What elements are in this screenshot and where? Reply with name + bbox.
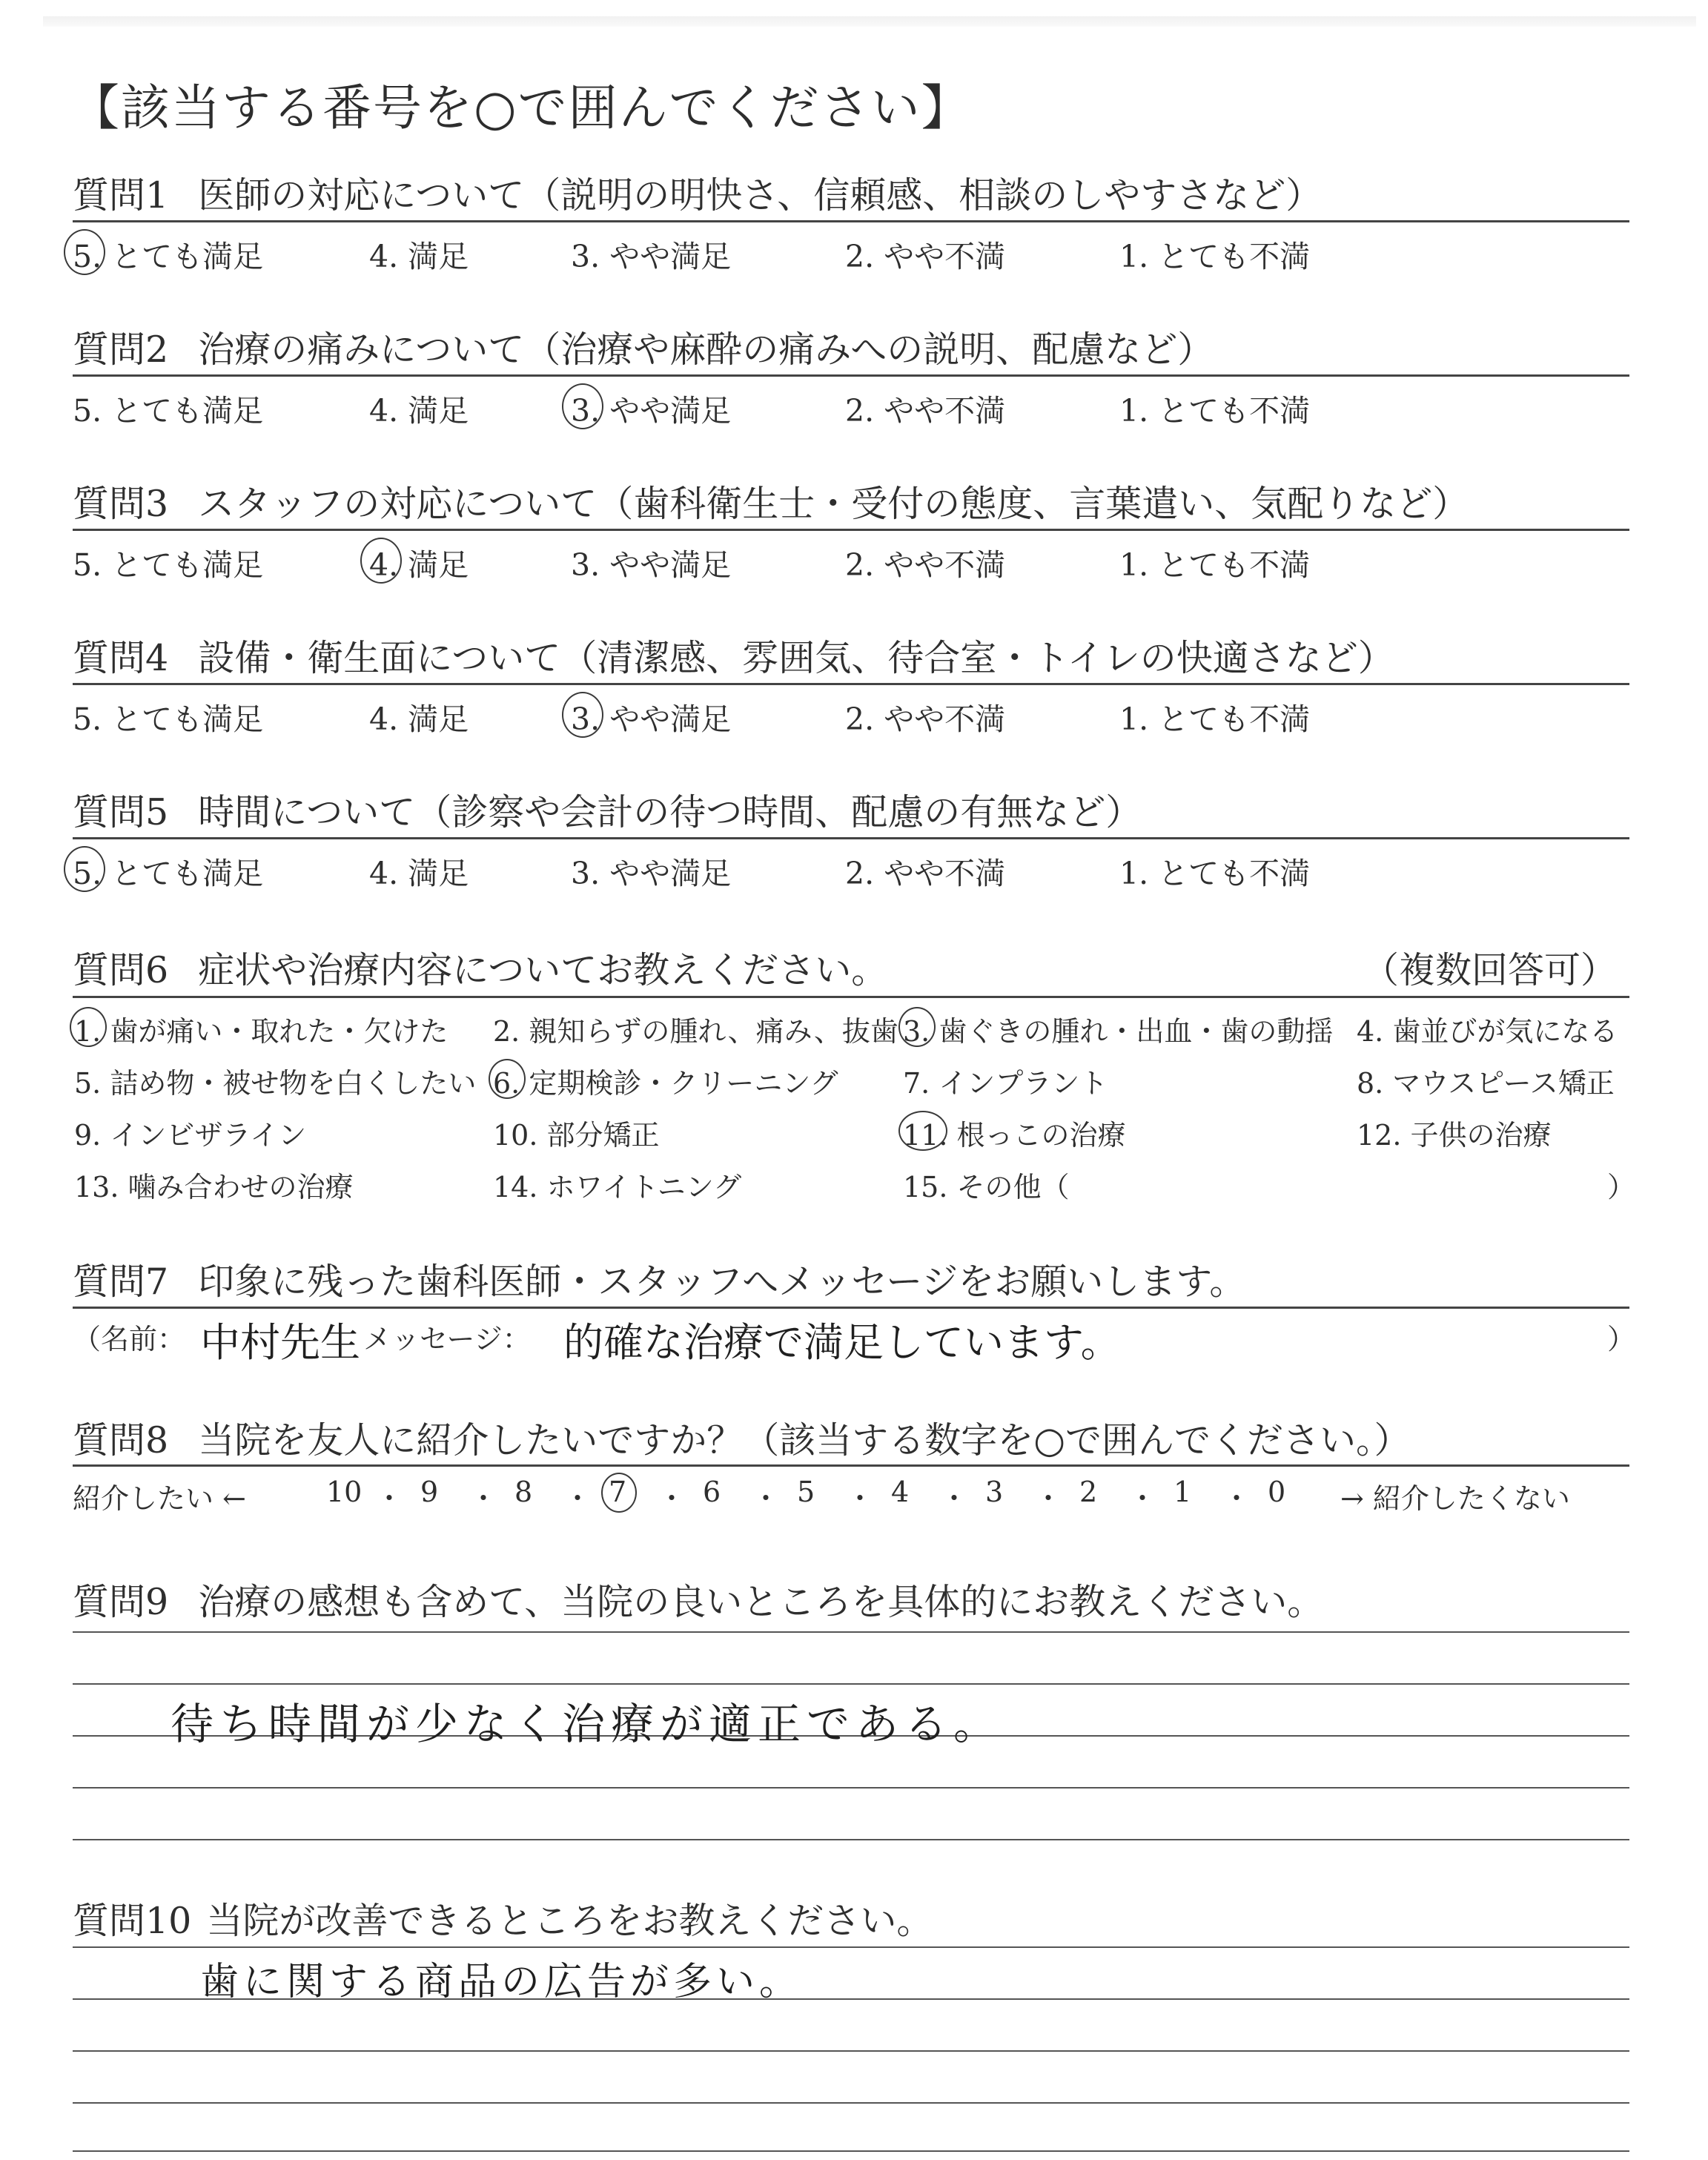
- q1-option-1[interactable]: 1. とても不満: [1119, 239, 1311, 274]
- q1-option-2[interactable]: 2. やや不満: [845, 239, 1006, 274]
- q1-rule: [73, 220, 1629, 222]
- q2-title: [73, 321, 1214, 373]
- q6-option-1[interactable]: 1. 歯が痛い・取れた・欠けた: [74, 1015, 448, 1048]
- q9-text: 治療の感想も含めて、当院の良いところを具体的にお教えください。: [198, 1581, 1324, 1623]
- q7-rule: [73, 1307, 1629, 1309]
- q8-rule: [73, 1464, 1629, 1467]
- q1-option-5[interactable]: 5. とても満足: [73, 239, 264, 274]
- q6-option-9[interactable]: 9. インビザライン: [74, 1119, 307, 1152]
- q7-message-label: メッセージ：: [363, 1323, 531, 1355]
- q9-number: 質問9: [73, 1581, 169, 1623]
- q6-selection-circle-3: [898, 1007, 936, 1047]
- q1-option-4[interactable]: 4. 満足: [369, 239, 469, 274]
- q1-title: [73, 167, 1322, 219]
- q6-option-10[interactable]: 10. 部分矯正: [493, 1119, 660, 1152]
- q6-option-3[interactable]: 3. 歯ぐきの腫れ・出血・歯の動揺: [903, 1015, 1334, 1048]
- q4-title: [73, 630, 1394, 681]
- q6-option-11[interactable]: 11. 根っこの治療: [903, 1119, 1126, 1152]
- q8-scale-0[interactable]: 0: [1268, 1476, 1286, 1508]
- q4-option-4[interactable]: 4. 満足: [369, 701, 469, 737]
- q6-selection-circle-6: [489, 1059, 526, 1099]
- q6-option-15[interactable]: 15. その他（: [903, 1171, 1070, 1203]
- q6-number: 質問6: [73, 949, 169, 991]
- q2-number: 質問2: [73, 328, 169, 371]
- q9-answer[interactable]: 待ち時間が少なく治療が適正である。: [171, 1699, 1003, 1749]
- q2-selection-circle: [562, 383, 603, 429]
- q8-scale-4[interactable]: 4: [891, 1476, 910, 1508]
- q8-title: [73, 1412, 1410, 1464]
- q6-option-12[interactable]: 12. 子供の治療: [1357, 1119, 1552, 1152]
- q1-number: 質問1: [73, 174, 169, 217]
- q10-line-3: [73, 2050, 1629, 2052]
- q10-line-1: [73, 1946, 1629, 1948]
- q6-option-6[interactable]: 6. 定期検診・クリーニング: [493, 1067, 838, 1100]
- q10-answer[interactable]: 歯に関する商品の広告が多い。: [200, 1960, 803, 2004]
- q8-scale-5[interactable]: 5: [797, 1476, 815, 1508]
- q9-line-5: [73, 1839, 1629, 1840]
- q6-text: 症状や治療内容についてお教えください。: [198, 949, 888, 991]
- q1-option-3[interactable]: 3. やや満足: [571, 239, 732, 274]
- q2-option-1[interactable]: 1. とても不満: [1119, 393, 1311, 429]
- q7-message-value[interactable]: 的確な治療で満足しています。: [563, 1319, 1121, 1366]
- q8-scale-6[interactable]: 6: [703, 1476, 721, 1508]
- q7-close-paren: ）: [1607, 1323, 1636, 1355]
- q9-line-2: [73, 1683, 1629, 1685]
- q2-option-5[interactable]: 5. とても満足: [73, 393, 264, 429]
- q8-scale-3[interactable]: 3: [985, 1476, 1004, 1508]
- q6-other-close: ）: [1607, 1171, 1636, 1203]
- q8-text: 当院を友人に紹介したいですか？（該当する数字を○で囲んでください。）: [198, 1419, 1411, 1462]
- q6-option-2[interactable]: 2. 親知らずの腫れ、痛み、抜歯: [493, 1015, 898, 1048]
- q8-right-label: → 紹介したくない: [1340, 1482, 1570, 1515]
- q6-option-4[interactable]: 4. 歯並びが気になる: [1357, 1015, 1618, 1048]
- q8-scale-separator: ・: [658, 1482, 686, 1515]
- q9-line-4: [73, 1787, 1629, 1789]
- q3-text: スタッフの対応について（歯科衛生士・受付の態度、言葉遣い、気配りなど）: [198, 483, 1469, 525]
- q3-number: 質問3: [73, 483, 169, 525]
- q8-scale-separator: ・: [1034, 1482, 1063, 1515]
- q9-line-1: [73, 1631, 1629, 1633]
- q10-title: [73, 1892, 933, 1944]
- q8-scale-separator: ・: [1128, 1482, 1157, 1515]
- q2-option-2[interactable]: 2. やや不満: [845, 393, 1006, 429]
- q5-title: [73, 784, 1142, 836]
- q10-number: 質問10: [73, 1900, 192, 1942]
- q7-title: [73, 1253, 1245, 1305]
- q5-text: 時間について（診察や会計の待つ時間、配慮の有無など）: [198, 791, 1142, 833]
- q2-option-3[interactable]: 3. やや満足: [571, 393, 732, 429]
- q8-scale-separator: ・: [846, 1482, 875, 1515]
- q3-option-1[interactable]: 1. とても不満: [1119, 547, 1311, 583]
- q6-option-7[interactable]: 7. インプラント: [903, 1067, 1108, 1100]
- q3-option-4[interactable]: 4. 満足: [369, 547, 469, 583]
- q8-scale-7[interactable]: 7: [609, 1476, 627, 1508]
- q8-left-label: 紹介したい ←: [73, 1482, 246, 1515]
- q6-title: [73, 942, 887, 994]
- q8-scale-10[interactable]: 10: [326, 1476, 363, 1508]
- q6-selection-circle-11: [898, 1111, 947, 1151]
- q3-title: [73, 475, 1469, 527]
- q8-scale-separator: ・: [752, 1482, 781, 1515]
- q7-number: 質問7: [73, 1261, 169, 1303]
- q8-selection-circle: [601, 1473, 637, 1513]
- q6-option-13[interactable]: 13. 噛み合わせの治療: [74, 1171, 354, 1203]
- q8-scale-2[interactable]: 2: [1079, 1476, 1098, 1508]
- q6-option-8[interactable]: 8. マウスピース矯正: [1357, 1067, 1615, 1100]
- q8-scale-separator: ・: [940, 1482, 969, 1515]
- q1-selection-circle: [64, 229, 105, 275]
- q2-option-4[interactable]: 4. 満足: [369, 393, 469, 429]
- q2-text: 治療の痛みについて（治療や麻酔の痛みへの説明、配慮など）: [198, 328, 1214, 371]
- q8-scale-separator: ・: [1222, 1482, 1251, 1515]
- scan-top-edge: [43, 16, 1696, 27]
- q4-option-2[interactable]: 2. やや不満: [845, 701, 1006, 737]
- q6-rule: [73, 996, 1629, 998]
- q3-option-2[interactable]: 2. やや不満: [845, 547, 1006, 583]
- q2-rule: [73, 374, 1629, 377]
- q8-scale-8[interactable]: 8: [514, 1476, 533, 1508]
- q7-name-value[interactable]: 中村先生: [200, 1319, 360, 1366]
- q5-option-2[interactable]: 2. やや不満: [845, 856, 1006, 891]
- q5-number: 質問5: [73, 791, 169, 833]
- q5-option-3[interactable]: 3. やや満足: [571, 856, 732, 891]
- q8-scale-separator: ・: [469, 1482, 498, 1515]
- q3-rule: [73, 529, 1629, 531]
- q4-option-1[interactable]: 1. とても不満: [1119, 701, 1311, 737]
- q4-option-5[interactable]: 5. とても満足: [73, 701, 264, 737]
- q4-option-3[interactable]: 3. やや満足: [571, 701, 732, 737]
- q6-selection-circle-1: [70, 1007, 107, 1047]
- q4-rule: [73, 683, 1629, 685]
- q5-selection-circle: [64, 846, 105, 892]
- q5-rule: [73, 837, 1629, 839]
- q6-option-14[interactable]: 14. ホワイトニング: [493, 1171, 742, 1203]
- q8-scale-1[interactable]: 1: [1174, 1476, 1192, 1508]
- q7-name-label: （名前：: [73, 1323, 186, 1355]
- q8-number: 質問8: [73, 1419, 169, 1462]
- q5-option-5[interactable]: 5. とても満足: [73, 856, 264, 891]
- q7-text: 印象に残った歯科医師・スタッフへメッセージをお願いします。: [198, 1261, 1246, 1303]
- q6-option-5[interactable]: 5. 詰め物・被せ物を白くしたい: [74, 1067, 477, 1100]
- q5-option-4[interactable]: 4. 満足: [369, 856, 469, 891]
- q4-number: 質問4: [73, 637, 169, 679]
- q6-note: （複数回答可）: [1363, 949, 1618, 991]
- q3-option-5[interactable]: 5. とても満足: [73, 547, 264, 583]
- q9-title: [73, 1573, 1323, 1625]
- q10-line-4: [73, 2102, 1629, 2104]
- q10-line-5: [73, 2150, 1629, 2152]
- q3-option-3[interactable]: 3. やや満足: [571, 547, 732, 583]
- q4-selection-circle: [562, 692, 603, 738]
- q8-scale-separator: ・: [375, 1482, 404, 1515]
- q1-text: 医師の対応について（説明の明快さ、信頼感、相談のしやすさなど）: [198, 174, 1323, 217]
- q8-scale-separator: ・: [563, 1482, 592, 1515]
- page-header: 【該当する番号を○で囲んでください】: [70, 79, 972, 136]
- q10-text: 当院が改善できるところをお教えください。: [206, 1900, 933, 1942]
- q8-scale-9[interactable]: 9: [420, 1476, 439, 1508]
- q4-text: 設備・衛生面について（清潔感、雰囲気、待合室・トイレの快適さなど）: [198, 637, 1394, 679]
- q3-selection-circle: [360, 538, 402, 584]
- q5-option-1[interactable]: 1. とても不満: [1119, 856, 1311, 891]
